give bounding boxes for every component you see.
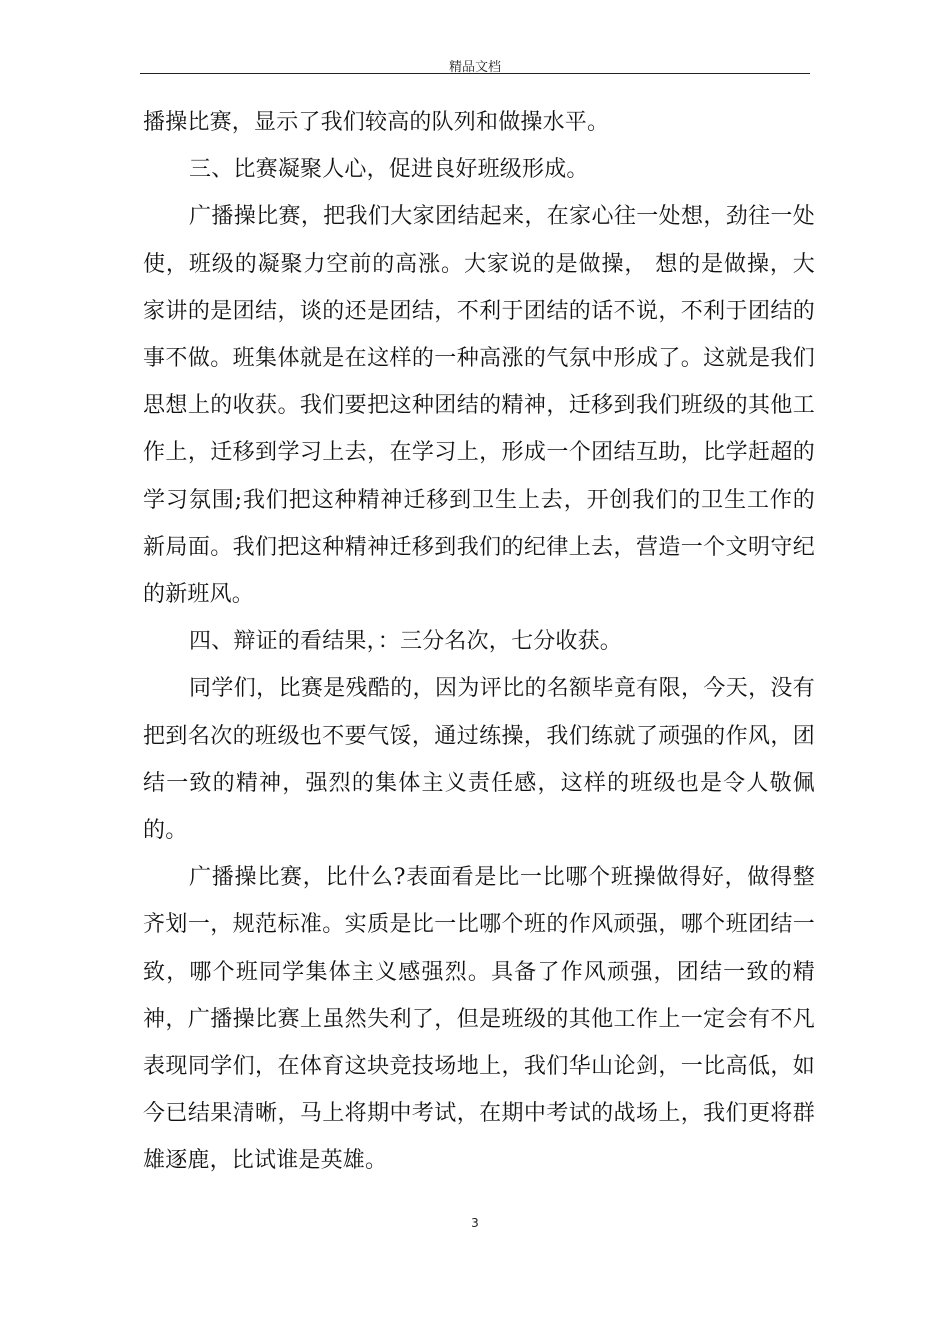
document-body: [143, 99, 815, 1185]
page-header-title: 精品文档: [448, 60, 501, 75]
paragraph-5: 同学们，比赛是残酷的，因为评比的名额毕竟有限，今天，没有把到名次的班级也不要气馁，通过练操，我们练就了顽强的作风，团结一致的精神，强烈的集体主义责任感，这样的班级也是令人敬佩的。: [143, 676, 815, 844]
paragraph-3: 广播操比赛，把我们大家团结起来，在家心往一处想，劲往一处使，班级的凝聚力空前的高涨。大家说的是做操， 想的是做操，大家讲的是团结，谈的还是团结，不利于团结的话不说，不利于团结的事不做。班集体就是在这样的一种高涨的气氛中形成了。这就是我们思想上的收获。我们要把这种团结的精神，迁移到我们班级的其他工作上，迁移到学习上去，在学习上，形成一个团结互助，比学赶超的学习氛围;我们把这种精神迁移到卫生上去，开创我们的卫生工作的新局面。我们把这种精神迁移到我们的纪律上去，营造一个文明守纪的新班风。: [143, 204, 815, 608]
section-heading-4: 四、辩证的看结果，：三分名次，七分收获。: [189, 629, 623, 655]
header-divider: [140, 73, 810, 74]
paragraph-1: 播操比赛，显示了我们较高的队列和做操水平。: [143, 110, 610, 135]
page-number: 3: [471, 1216, 479, 1230]
paragraph-6: 广播操比赛，比什么?表面看是比一比哪个班操做得好，做得整齐划一，规范标准。实质是比一比哪个班的作风顽强，哪个班团结一致，哪个班同学集体主义感强烈。具备了作风顽强，团结一致的精神，广播操比赛上虽然失利了，但是班级的其他工作上一定会有不凡表现同学们，在体育这块竞技场地上，我们华山论剑，一比高低，如今已结果清晰，马上将期中考试，在期中考试的战场上，我们更将群雄逐鹿，比试谁是英雄。: [143, 865, 815, 1174]
section-heading-3: 三、比赛凝聚人心，促进良好班级形成。: [189, 157, 589, 183]
